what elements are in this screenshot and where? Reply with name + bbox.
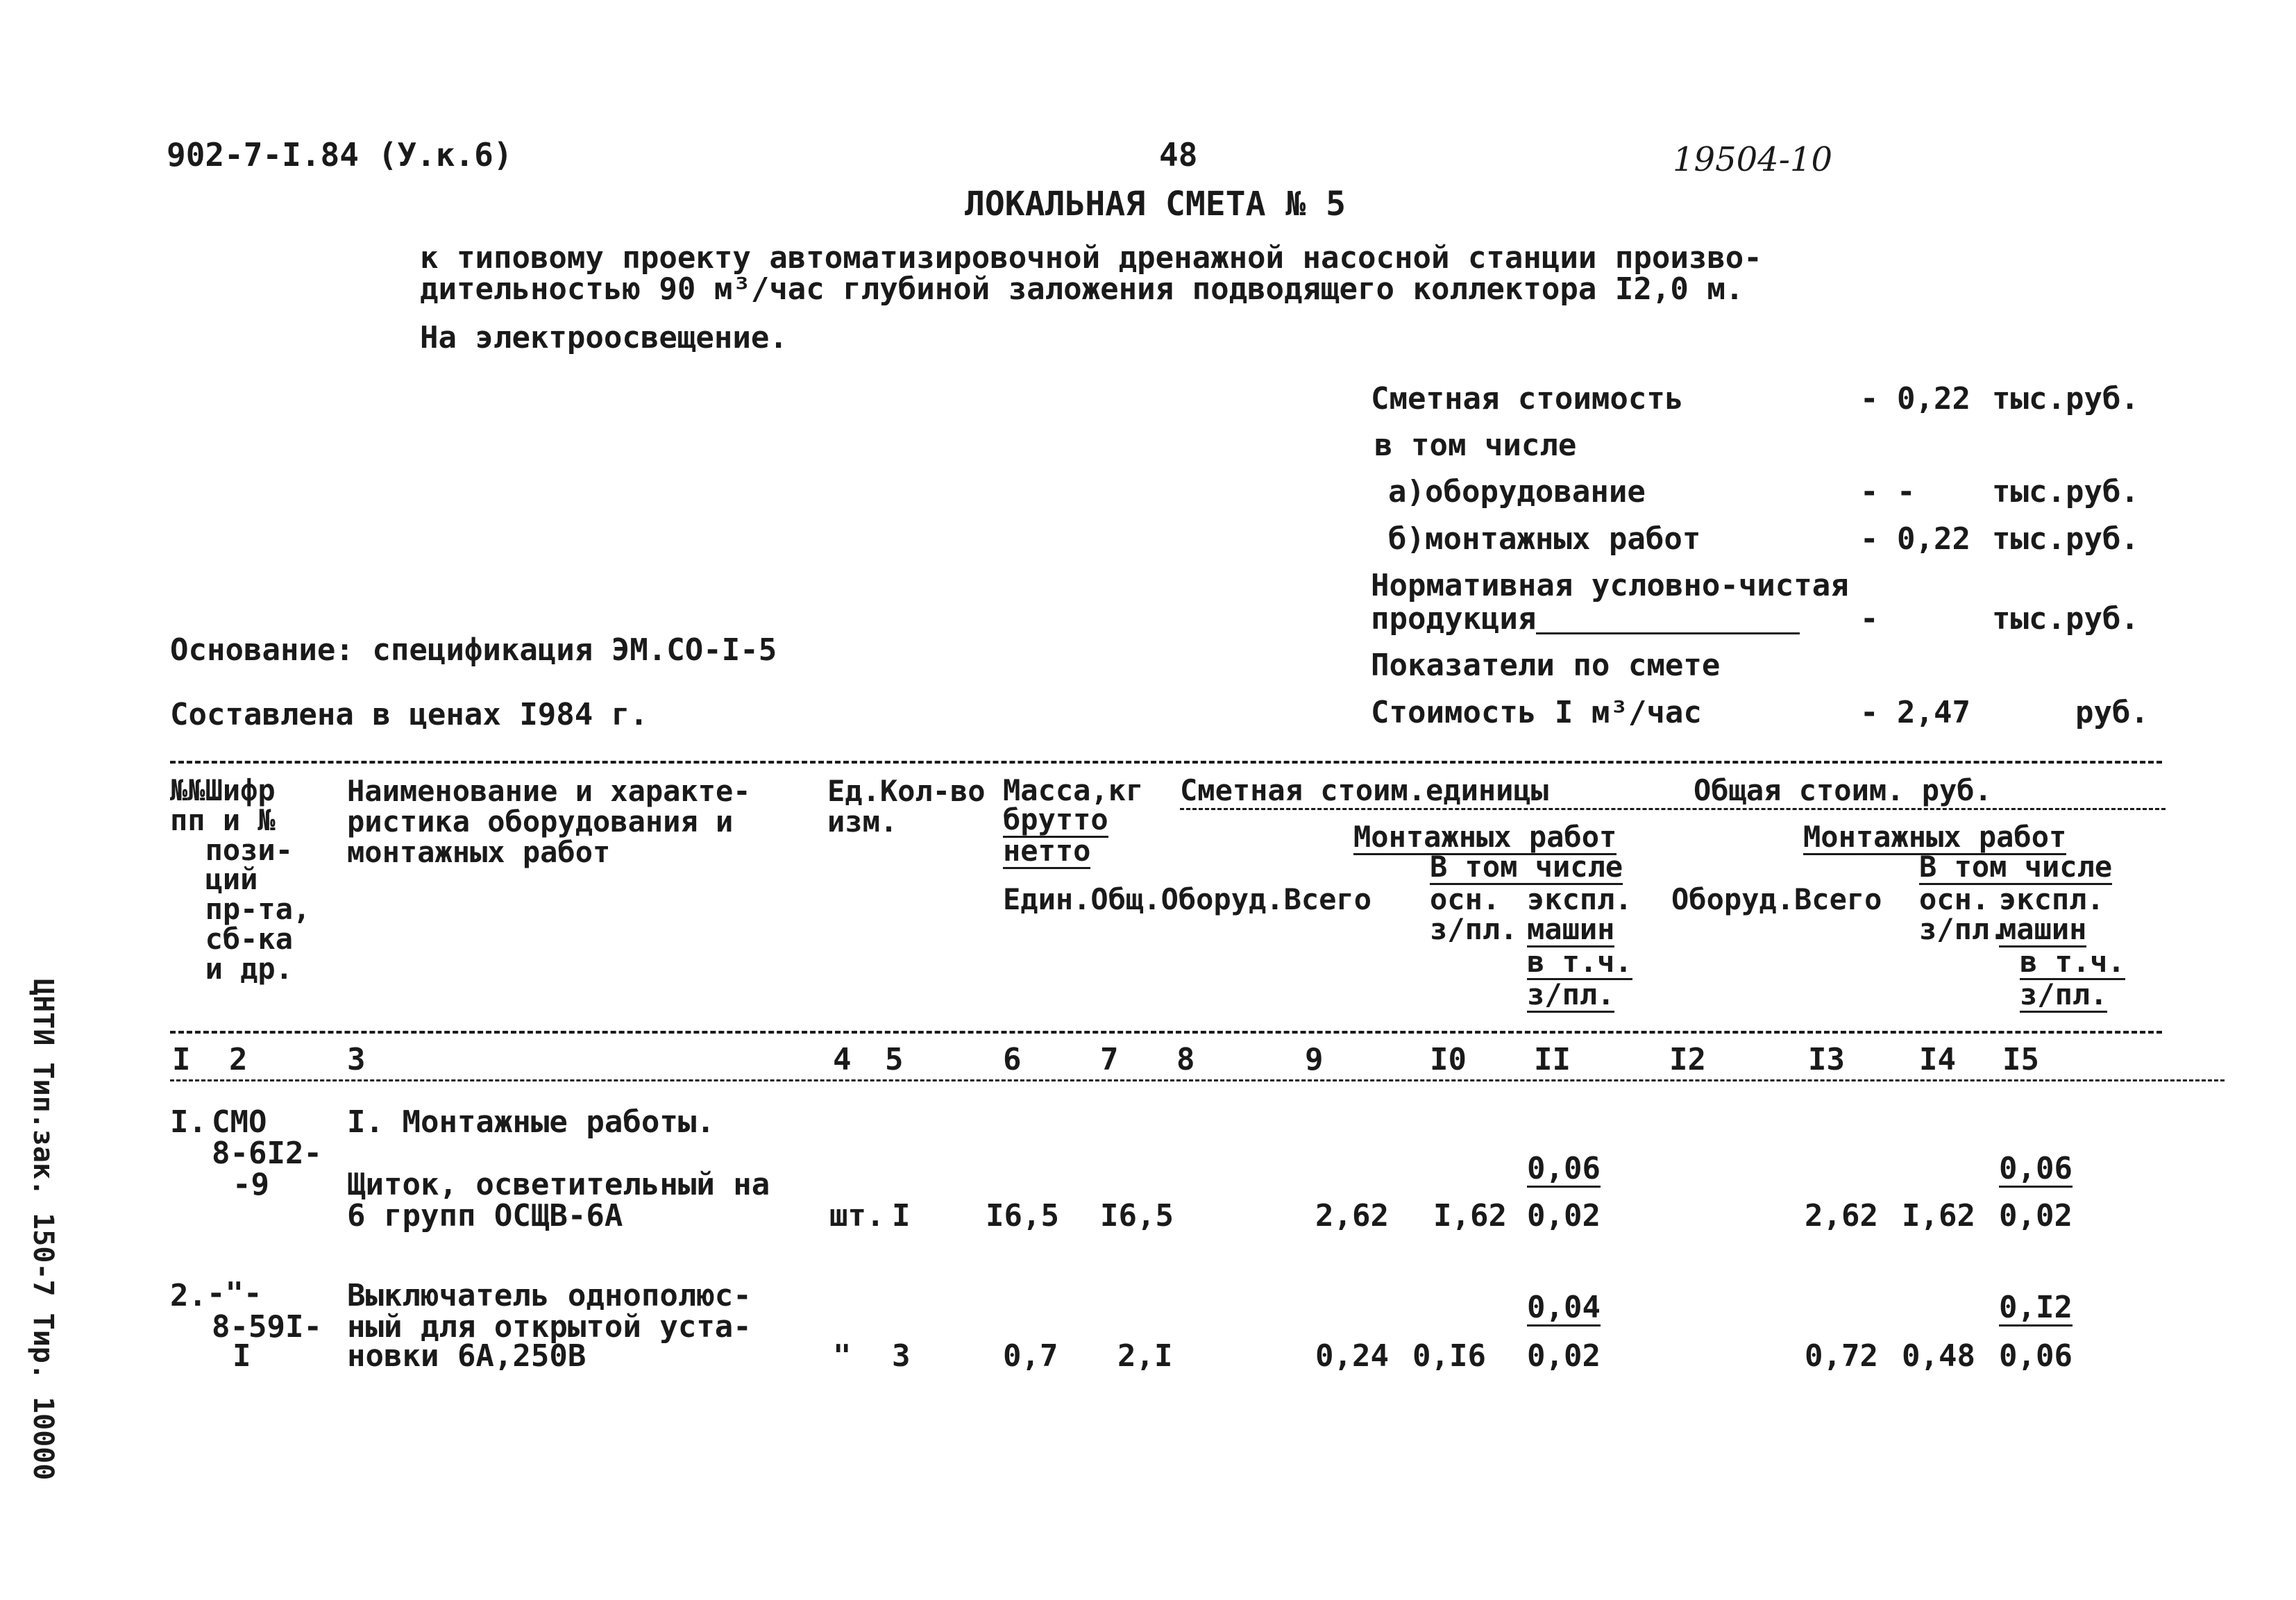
basis-line: Основание: спецификация ЭМ.СО-I-5 [170, 632, 777, 668]
header-osn-1: осн. [1430, 882, 1501, 916]
item-unit: " [833, 1338, 852, 1374]
mass-total: I6,5 [1100, 1198, 1174, 1233]
colnum-4: 4 [833, 1042, 852, 1077]
column-numbers-rule [170, 1079, 2225, 1081]
norm-blank-line [1536, 607, 1800, 634]
colnum-9: 9 [1305, 1042, 1324, 1077]
cost-unit: тыс.руб. [1992, 381, 2139, 416]
header-montage-2: Монтажных работ [1803, 820, 2067, 854]
item-qty: I [892, 1198, 911, 1233]
equipment-value: - - [1860, 474, 1916, 510]
colnum-11: II [1534, 1042, 1571, 1077]
all-total: 0,72 [1805, 1338, 1878, 1374]
unit-total: 0,24 [1315, 1338, 1389, 1374]
colnum-13: I3 [1808, 1042, 1845, 1077]
unit-osn-zpl: I,62 [1433, 1198, 1507, 1233]
all-osn-zpl: I,62 [1902, 1198, 1975, 1233]
header-vtch-1: в т.ч. [1527, 945, 1632, 979]
item-name-1: Выключатель однополюс- [347, 1278, 752, 1313]
colnum-15: I5 [2002, 1042, 2039, 1077]
item-name-2: 6 групп ОСЩВ-6А [347, 1198, 623, 1233]
installation-unit: тыс.руб. [1992, 521, 2139, 557]
row-code-1: СМО [212, 1104, 267, 1140]
section-title: I. Монтажные работы. [347, 1104, 715, 1140]
header-in-that-2: В том числе [1919, 850, 2113, 884]
item-qty: 3 [892, 1338, 911, 1374]
header-ekspl-1: экспл. [1527, 882, 1632, 916]
row-code-3: I [233, 1338, 251, 1374]
colnum-10: I0 [1430, 1042, 1467, 1077]
item-name-3: новки 6А,250В [347, 1338, 586, 1374]
unit-osn-zpl: 0,I6 [1412, 1338, 1486, 1374]
section-heading: На электроосвещение. [420, 320, 788, 355]
header-bottom-rule [170, 1031, 2162, 1034]
item-unit: шт. [829, 1198, 885, 1233]
header-montage-1: Монтажных работ [1353, 820, 1617, 854]
prices-line: Составлена в ценах I984 г. [170, 697, 648, 732]
header-mashin-1: машин [1527, 912, 1615, 946]
all-mash-zpl: 0,06 [1999, 1151, 2073, 1186]
colnum-3: 3 [347, 1042, 366, 1077]
colnum-6: 6 [1003, 1042, 1022, 1077]
colnum-12: I2 [1669, 1042, 1706, 1077]
header-cost-underline [1180, 808, 2166, 810]
row-number: 2. [170, 1278, 207, 1313]
header-zpl-2b: з/пл. [2020, 977, 2108, 1011]
unit-mash-zpl: 0,04 [1527, 1290, 1601, 1325]
colnum-7: 7 [1100, 1042, 1119, 1077]
cost-value: - 0,22 [1860, 381, 1970, 416]
header-zpl-1b: з/пл. [1527, 977, 1615, 1011]
header-total-cost: Общая стоим. руб. [1694, 773, 1992, 807]
row-code-2: 8-6I2- [212, 1136, 322, 1171]
subtitle-line-1: к типовому проекту автоматизировочной дренажной насосной станции произво- [420, 240, 1762, 276]
colnum-14: I4 [1919, 1042, 1956, 1077]
mass-total: 2,I [1117, 1338, 1173, 1374]
document-code: 902-7-I.84 (У.к.6) [167, 136, 513, 174]
header-mass: Масса,кг [1003, 773, 1144, 807]
all-total: 2,62 [1805, 1198, 1878, 1233]
header-in-that-1: В том числе [1430, 850, 1623, 884]
all-mash-zpl: 0,I2 [1999, 1290, 2073, 1325]
colnum-1: I [172, 1042, 191, 1077]
header-brutto: брутто [1003, 802, 1108, 836]
table-top-rule [170, 761, 2162, 764]
mass-unit: I6,5 [986, 1198, 1059, 1233]
all-mash: 0,02 [1999, 1198, 2073, 1233]
row-number: I. [170, 1104, 207, 1140]
norm-label-1: Нормативная условно-чистая [1371, 568, 1849, 603]
page-number: 48 [1159, 136, 1198, 174]
header-col-code: №№Шифр пп и № пози- ций пр-та, сб-ка и др. [170, 773, 311, 986]
header-total-subcols: Оборуд.Всего [1671, 882, 1882, 916]
unit-cost-unit: руб. [2075, 695, 2149, 730]
header-ekspl-2: экспл. [1999, 882, 2104, 916]
side-stamp-text: ЦНТИ Тип.зак. 150-7 Тир. 10000 [27, 979, 59, 1481]
header-col-unit-qty: Ед.Кол-во изм. [827, 774, 986, 839]
header-unit-cost: Сметная стоим.единицы [1180, 773, 1549, 807]
installation-value: - 0,22 [1860, 521, 1970, 557]
unit-cost-label: Стоимость I м³/час [1371, 695, 1702, 730]
unit-mash: 0,02 [1527, 1198, 1601, 1233]
mass-unit: 0,7 [1003, 1338, 1058, 1374]
header-vtch-2: в т.ч. [2020, 945, 2125, 979]
unit-mash: 0,02 [1527, 1338, 1601, 1374]
norm-value: - [1860, 601, 1879, 637]
header-zpl-2: з/пл. [1919, 912, 2007, 946]
header-mashin-2: машин [1999, 912, 2087, 946]
row-code-3: -9 [233, 1167, 269, 1202]
including-label: в том числе [1374, 428, 1577, 463]
cost-label: Сметная стоимость [1371, 381, 1684, 416]
norm-unit: тыс.руб. [1992, 601, 2139, 637]
header-col-name: Наименование и характе- ристика оборудования и монтажных работ [347, 774, 751, 870]
equipment-unit: тыс.руб. [1992, 474, 2139, 510]
colnum-8: 8 [1176, 1042, 1195, 1077]
unit-total: 2,62 [1315, 1198, 1389, 1233]
unit-cost-value: - 2,47 [1860, 695, 1970, 730]
header-osn-2: осн. [1919, 882, 1990, 916]
header-unit-subcols: Един.Общ.Оборуд.Всего [1003, 882, 1372, 916]
row-code-1: -"- [207, 1276, 262, 1311]
sheet-code: 19504-10 [1673, 140, 1832, 179]
item-name-2: ный для открытой уста- [347, 1309, 752, 1345]
installation-label: б)монтажных работ [1388, 521, 1701, 557]
all-mash: 0,06 [1999, 1338, 2073, 1374]
document-title: ЛОКАЛЬНАЯ СМЕТА № 5 [965, 185, 1347, 224]
row-code-2: 8-59I- [212, 1309, 322, 1345]
all-osn-zpl: 0,48 [1902, 1338, 1975, 1374]
item-name-1: Щиток, осветительный на [347, 1167, 770, 1202]
subtitle-line-2: дительностью 90 м³/час глубиной заложения подводящего коллектора I2,0 м. [420, 271, 1744, 307]
colnum-2: 2 [229, 1042, 248, 1077]
indicators-label: Показатели по смете [1371, 648, 1721, 683]
colnum-5: 5 [885, 1042, 904, 1077]
header-netto: нетто [1003, 834, 1091, 868]
norm-label-2: продукция [1371, 604, 1800, 634]
unit-mash-zpl: 0,06 [1527, 1151, 1601, 1186]
header-zpl-1: з/пл. [1430, 912, 1518, 946]
equipment-label: а)оборудование [1388, 474, 1646, 510]
